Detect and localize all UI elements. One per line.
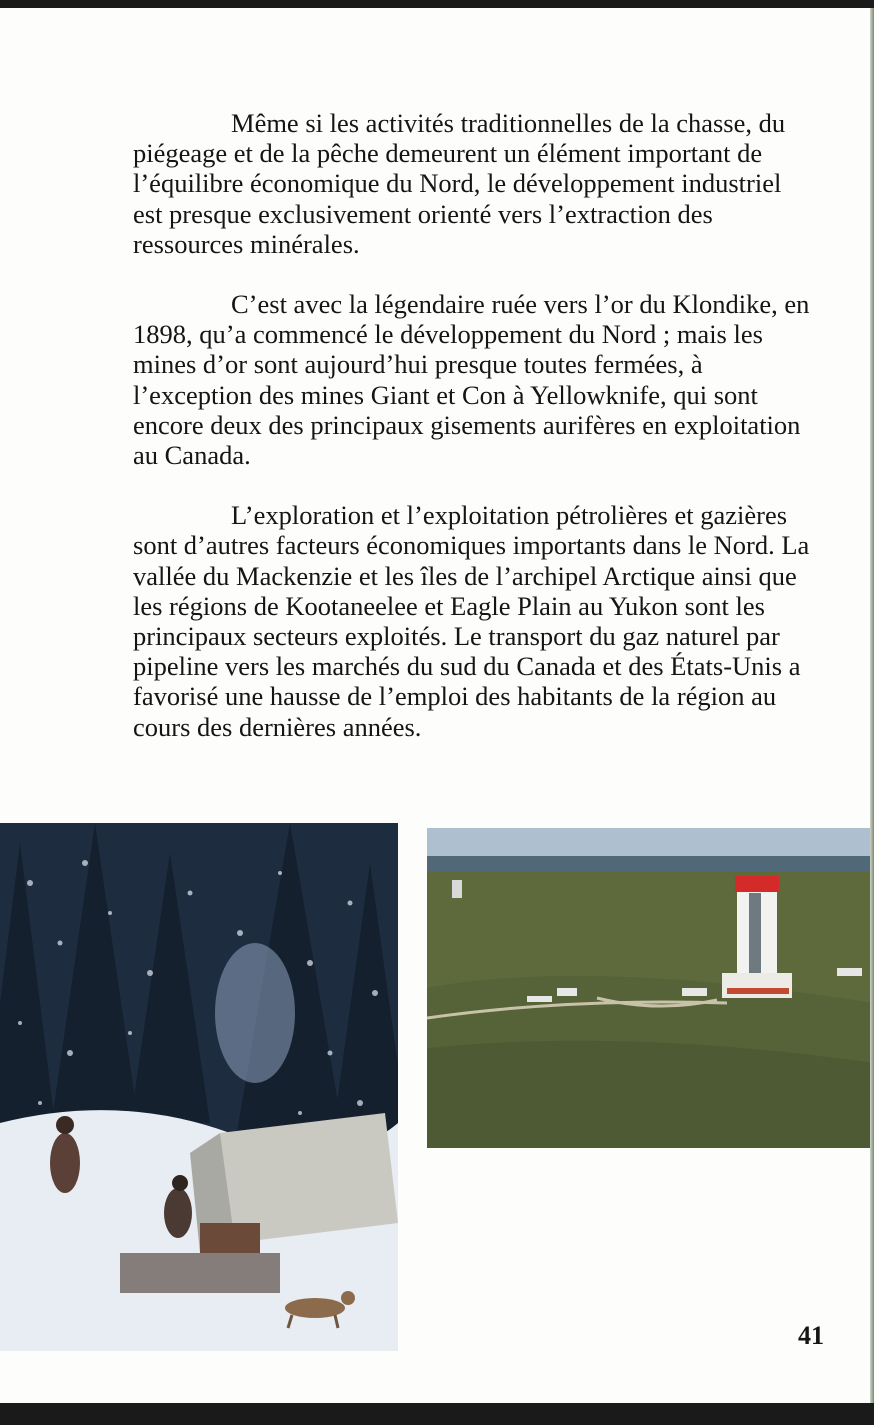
paragraph-2: C’est avec la légendaire ruée vers l’or du Klondike, en 1898, qu’a commencé le développement du Nord ; mais les mines d’or sont aujourd’hui presque toutes fermées, à l’exception des mines Giant et Con à Yellowknife, qui sont encore deux des principaux gisements aurifères en exploitation au Canada. <box>133 289 810 471</box>
page-edge <box>870 8 874 1403</box>
book-page <box>0 8 870 1403</box>
mine-headframe-photo <box>427 828 870 1148</box>
winter-camp-illustration <box>0 823 398 1351</box>
page-number: 41 <box>798 1321 824 1350</box>
winter-camp-photo <box>0 823 398 1351</box>
mine-headframe-illustration <box>427 828 870 1148</box>
paragraph-3: L’exploration et l’exploitation pétrolières et gazières sont d’autres facteurs économiques importants dans le Nord. La vallée du Mackenzie et les îles de l’archipel Arctique ainsi que les régions de Kootaneelee et Eagle Plain au Yukon sont les principaux secteurs exploités. Le transport du gaz naturel par pipeline vers les marchés du sud du Canada et des États-Unis a favorisé une hausse de l’emploi des habitants de la région au cours des dernières années. <box>133 500 810 742</box>
body-text <box>133 108 813 772</box>
paragraph-1: Même si les activités traditionnelles de la chasse, du piégeage et de la pêche demeurent un élément important de l’équilibre économique du Nord, le développement industriel est presque exclusivement orienté vers l’extraction des ressources minérales. <box>133 108 786 259</box>
